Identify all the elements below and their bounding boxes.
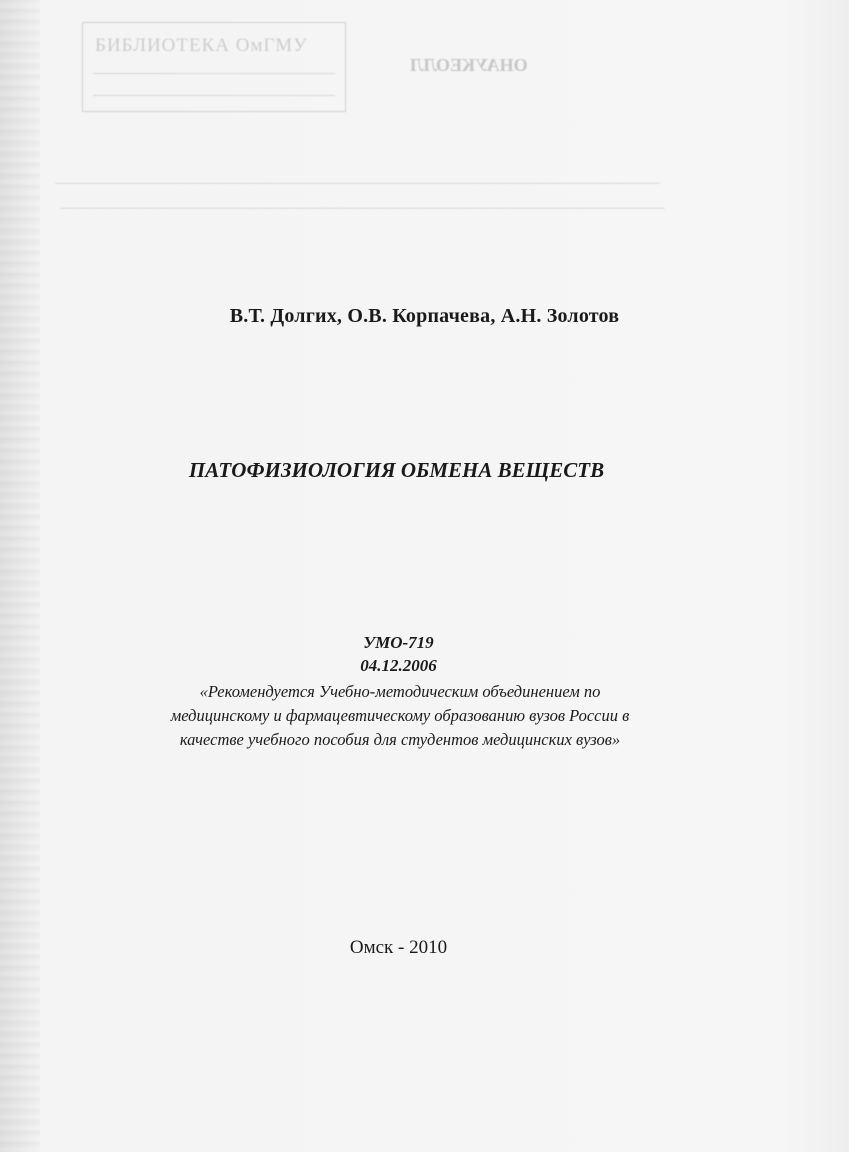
- recommendation-line: качестве учебного пособия для студентов медицинских вузов»: [179, 730, 621, 749]
- authors: В.Т. Долгих, О.В. Корпачева, А.Н. Золотов: [229, 305, 620, 327]
- document-title: ПАТОФИЗИОЛОГИЯ ОБМЕНА ВЕЩЕСТВ: [188, 458, 605, 482]
- approval-code: УМО-719: [363, 633, 434, 652]
- scan-margin-shadow: [0, 0, 40, 1152]
- library-stamp: [82, 22, 346, 112]
- bleed-through-line: ―――――――――――――――――――――――――――――――――――――――: [60, 200, 665, 216]
- bleed-through-mark: ОНАУКЕОЛЛ: [410, 55, 528, 75]
- recommendation-text: [100, 680, 700, 752]
- imprint-city-year: Омск - 2010: [349, 937, 448, 958]
- recommendation-line: «Рекомендуется Учебно-методическим объединением по: [199, 682, 601, 701]
- library-stamp-text: БИБЛИОТЕКА ОмГМУ: [95, 35, 308, 56]
- recommendation-line: медицинскому и фармацевтическому образованию вузов России в: [170, 706, 630, 725]
- approval-date: 04.12.2006: [360, 656, 437, 675]
- bleed-through-line: ―――――――――――――――――――――――――――――――――――――――: [55, 175, 660, 191]
